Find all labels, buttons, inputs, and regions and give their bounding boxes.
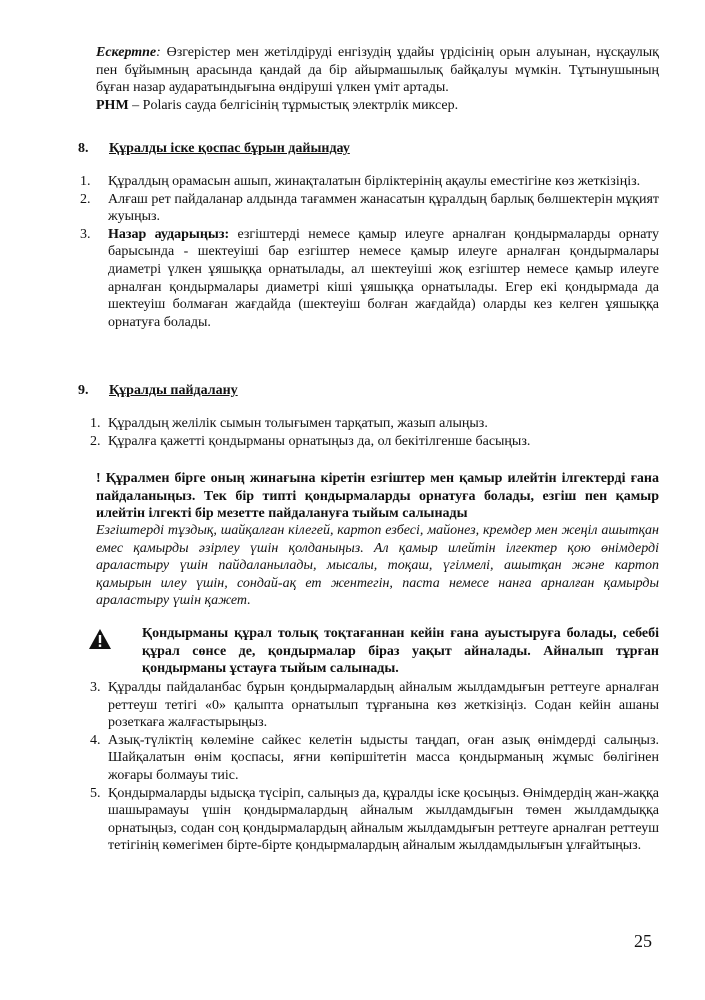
item-text: Құралға қажетті қондырманы орнатыңыз да, ол бекітілгенше басыңыз. [108, 433, 531, 449]
list-item [80, 191, 659, 226]
item-number: 3. [90, 680, 101, 695]
note-label: Ескертпе [96, 45, 157, 60]
list-item [90, 785, 659, 855]
attachment-usage-italic: Езгіштерді тұздық, шайқалған кілегей, картоп езбесі, майонез, кремдер мен жеңіл ашытқан емес қамырды әзірлеу үшін қолданыңыз. Ал қамыр илейтін ілгектер қою өнімдерді араластыру үшін пайдаланылады, мысалы, тоқаш, үгілмелі, ашытқан және картоп қамырын илеу үшін, сондай-ақ ет жентегін, паста немесе нанға арналған қамырды араластыру үшін қажет. [96, 523, 659, 609]
item-number: 3. [80, 226, 91, 242]
abbr-text: – Polaris сауда белгісінің тұрмыстық электрлік миксер. [128, 97, 459, 113]
item-number: 2. [90, 433, 101, 449]
item-text: Алғаш рет пайдаланар алдында тағаммен жанасатын құралдың барлық бөлшектерін мұқият жуыңыз. [108, 191, 659, 225]
section-9-title: Құралды пайдалану [109, 383, 238, 398]
abbr-label: PHM [96, 97, 129, 113]
item-text: Азық-түліктің көлеміне сайкес келетін ыдысты таңдап, оған азық өнімдерді салыңыз. Шайқалатын өнім қоспасы, яғни көпіршітетін масса қондырманың жұмыс бөлігінен жоғары болмауы тиіс. [108, 732, 659, 783]
item-number: 5. [90, 785, 101, 801]
attachment-warning-bold: ! Құралмен бірге оның жинағына кіретін езгіштер мен қамыр илейтін ілгектерді ғана пайдаланыңыз. Тек бір типті қондырмаларды орнатуға болады, езгіш пен қамыр илейтін ілгекті бір мезетте пайдалануға тыйым салынады [96, 471, 659, 522]
item-text: Қондырмаларды ыдысқа түсіріп, салыңыз да, құралды іске қосыңыз. Өнімдердің жан-жаққа шашырамауы үшін қондырмалардың айналым жылдамдығын төмен жылдамдыққа орнатыңыз, содан соң қондырмалардың айналым жылдамдығын реттеуге арналған реттеуш тетігінің көмегімен бірте-бірте қондырмалардың айналым жылдамдылығын ұлғайтыңыз. [108, 785, 659, 854]
list-item [90, 679, 659, 732]
warning-triangle-icon [88, 628, 112, 650]
list-item [90, 732, 659, 785]
section-9-heading [78, 382, 238, 400]
list-item [80, 226, 660, 332]
item-text: Құралдың желілік сымын толығымен тарқатып, жазып алыңыз. [108, 416, 488, 431]
list-item [90, 415, 659, 433]
section-8-number: 8. [78, 141, 89, 156]
item-number: 1. [90, 416, 101, 431]
page-number: 25 [634, 931, 652, 951]
item-number: 1. [80, 174, 91, 189]
item-text: Құралдың орамасын ашып, жинақталатын бірліктерінің ақаулы еместігіне көз жеткізіңіз. [108, 174, 641, 189]
note-paragraph [96, 44, 659, 114]
note-text: Өзгерістер мен жетілдіруді енгізудің ұдайы үрдісінің орын алуынан, нұсқаулық пен бұйымның арасында қандай да бір айырмашылық байқалуы мүмкін. Тұтынушының бұған назар аударатындығына өндіруші үлкен үміт артады. [96, 45, 659, 96]
list-item [90, 433, 659, 451]
item-number: 4. [90, 732, 101, 748]
item-bold-lead: Назар аударыңыз: [108, 226, 230, 242]
item-number: 2. [80, 191, 91, 207]
item-text: Құралды пайдаланбас бұрын қондырмалардың айналым жылдамдығын реттеуге арналған реттеуш тетігі «0» қалыпта орнатылып тұрғанына көз жеткізіңіз. Содан кейін ашаны розеткаға жалғастырыңыз. [108, 680, 659, 731]
section-9-list [90, 415, 659, 450]
section-8-list [80, 173, 660, 331]
section-8-title: Құралды іске қоспас бұрын дайындау [109, 141, 350, 156]
section-9-list-continued [90, 679, 659, 855]
caution-text: Қондырманы құрал толық тоқтағаннан кейін ғана ауыстыруға болады, себебі құрал сөнсе де, қондырмалар біраз уақыт айналады. Айналып тұрған қондырманы ұстауға тыйым салынады. [142, 626, 659, 677]
list-item [80, 173, 659, 191]
note-colon: : [156, 45, 161, 60]
item-text: езгіштерді немесе қамыр илеуге арналған қондырмаларды орнату барысында - шектеуіші бар езгіштер немесе қамыр илеуге арналған қондырмалары диаметрі үлкен ұяшыққа орнатылады, ал шектеуіші жоқ езгіштер немесе қамыр илеуге арналған қондырмалары диаметрі кіші ұяшыққа орнатылады. Егер екі қондырмада да шектеуіш болмаған жағдайда (шектеуіш болған жағдайда) оларды кез келген ұяшыққа орнатуға болады. [108, 226, 660, 330]
section-8-heading [78, 140, 350, 158]
section-9-number: 9. [78, 383, 89, 398]
